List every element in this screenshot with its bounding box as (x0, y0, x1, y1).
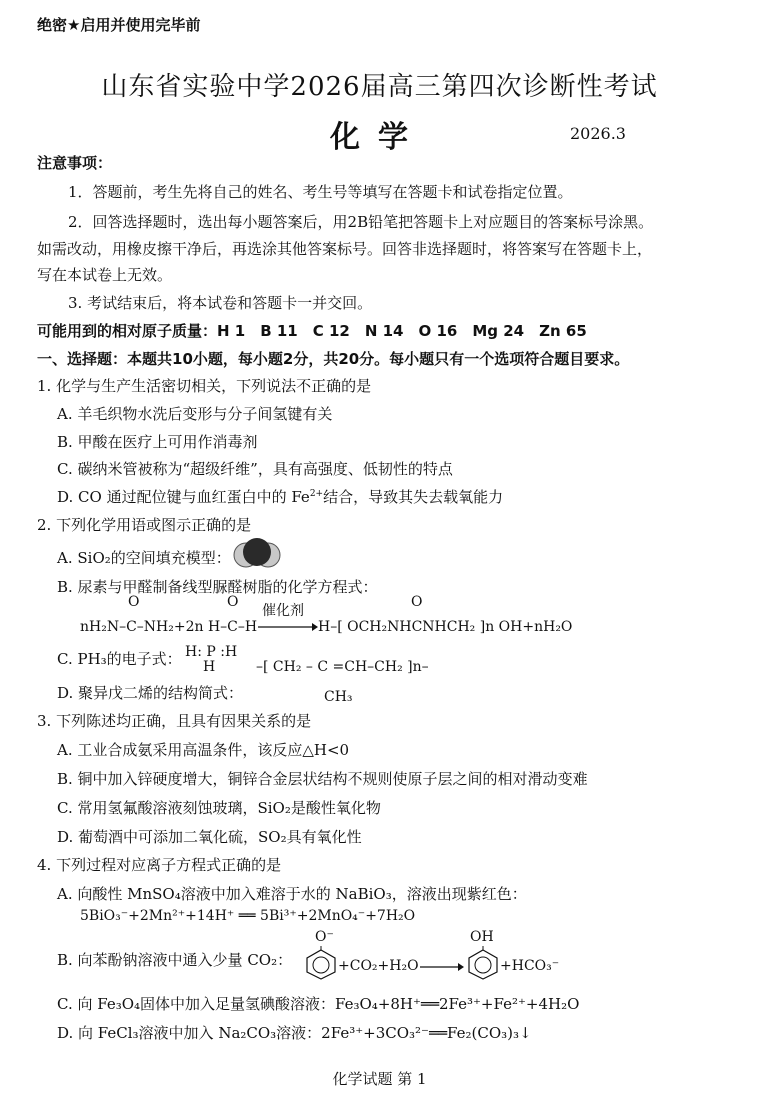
q3-option-b: B. 铜中加入锌硬度增大，铜锌合金层状结构不规则使原子层之间的相对滑动变难 (57, 770, 588, 788)
phenol-ring-icon (466, 946, 500, 980)
phenoxide-o-label: O⁻ (315, 929, 334, 945)
ph3-electron-formula: H: P :H (185, 644, 238, 660)
q4-option-d: D. 向 FeCl₃溶液中加入 Na₂CO₃溶液：2Fe³⁺+3CO₃²⁻══Fe₂(CO₃)₃↓ (57, 1024, 532, 1042)
sio2-space-filling-model (232, 533, 282, 573)
q2-stem: 2. 下列化学用语或图示正确的是 (37, 516, 252, 534)
q2-option-b: B. 尿素与甲醛制备线型脲醛树脂的化学方程式： (57, 578, 378, 596)
atomic-masses: 可能用到的相对原子质量：H 1 B 11 C 12 N 14 O 16 Mg 24 Zn 65 (37, 322, 587, 340)
q4-option-a-equation: 5BiO₃⁻+2Mn²⁺+14H⁺ ══ 5Bi³⁺+2MnO₄⁻+7H₂O (80, 908, 416, 924)
q2-option-c: C. PH₃的电子式： (57, 650, 182, 668)
notice-item-2: 2．回答选择题时，选出每小题答案后，用2B铅笔把答题卡上对应题目的答案标号涂黑。 (68, 213, 654, 231)
exam-title: 山东省实验中学2026届高三第四次诊断性考试 (101, 72, 658, 102)
q1-stem: 1. 化学与生产生活密切相关，下列说法不正确的是 (37, 377, 372, 395)
q1-option-d-pre: D. CO 通过配位键与血红蛋白中的 Fe (57, 488, 310, 506)
q2-equation-right: H–[ OCH₂NHCNHCH₂ ]n OH+nH₂O (318, 619, 573, 635)
q2-option-d: D. 聚异戊二烯的结构简式： (57, 684, 244, 702)
notice-item-2-end: 写在本试卷上无效。 (37, 266, 173, 284)
q3-option-a: A. 工业合成氨采用高温条件，该反应△H<0 (57, 741, 350, 759)
page-footer: 化学试题 第 1 (332, 1070, 427, 1088)
reaction-arrow (258, 620, 318, 634)
ph3-electron-formula-h: H (203, 659, 216, 675)
q1-option-d-sup: 2+ (309, 489, 324, 499)
confidential-mark: 绝密★启用并使用完毕前 (37, 16, 201, 34)
q1-option-b: B. 甲酸在医疗上可用作消毒剂 (57, 433, 258, 451)
q1-option-a: A. 羊毛织物水洗后变形与分子间氢键有关 (57, 405, 333, 423)
q4-option-b-reagents: +CO₂+H₂O (338, 958, 419, 974)
q3-option-d: D. 葡萄酒中可添加二氧化硫，SO₂具有氧化性 (57, 828, 362, 846)
q4-stem: 4. 下列过程对应离子方程式正确的是 (37, 856, 282, 874)
q1-option-d-post: 结合，导致其失去载氧能力 (323, 488, 504, 506)
notice-item-1: 1．答题前，考生先将自己的姓名、考生号等填写在答题卡和试卷指定位置。 (68, 183, 573, 201)
phenoxide-ring-icon (304, 946, 338, 980)
phenol-reaction-arrow (420, 961, 464, 973)
notice-item-3: 3. 考试结束后，将本试卷和答题卡一并交回。 (68, 294, 373, 312)
q3-stem: 3. 下列陈述均正确，且具有因果关系的是 (37, 712, 312, 730)
q1-option-d (57, 486, 503, 507)
catalyst-label: 催化剂 (262, 603, 304, 619)
q4-option-c: C. 向 Fe₃O₄固体中加入足量氢碘酸溶液：Fe₃O₄+8H⁺══2Fe³⁺+Fe²⁺+4H₂O (57, 995, 580, 1013)
notice-item-2-cont: 如需改动，用橡皮擦干净后，再选涂其他答案标号。回答非选择题时，将答案写在答题卡上， (37, 240, 653, 258)
section-heading: 一、选择题：本题共10小题，每小题2分，共20分。每小题只有一个选项符合题目要求。 (37, 350, 630, 368)
phenol-oh-label: OH (470, 929, 494, 945)
polyisoprene-chain: –[ CH₂ – C =CH–CH₂ ]n– (256, 659, 429, 675)
urea-carbonyl-o: O (128, 594, 140, 610)
q2-option-a: A. SiO₂的空间填充模型： (57, 549, 231, 567)
q2-equation-left: nH₂N–C–NH₂+2n H–C–H (80, 619, 258, 635)
q4-option-b: B. 向苯酚钠溶液中通入少量 CO₂： (57, 951, 293, 969)
q1-option-c: C. 碳纳米管被称为“超级纤维”，具有高强度、低韧性的特点 (57, 460, 453, 478)
q4-option-b-product: +HCO₃⁻ (500, 958, 560, 974)
q3-option-c: C. 常用氢氟酸溶液刻蚀玻璃，SiO₂是酸性氧化物 (57, 799, 381, 817)
formaldehyde-carbonyl-o: O (227, 594, 239, 610)
notice-heading: 注意事项： (37, 154, 113, 172)
resin-carbonyl-o: O (411, 594, 423, 610)
exam-date: 2026.3 (570, 124, 626, 143)
q4-option-a: A. 向酸性 MnSO₄溶液中加入难溶于水的 NaBiO₃，溶液出现紫红色： (57, 885, 527, 903)
polyisoprene-methyl: CH₃ (324, 689, 353, 705)
subject-title: 化学 (330, 120, 426, 155)
